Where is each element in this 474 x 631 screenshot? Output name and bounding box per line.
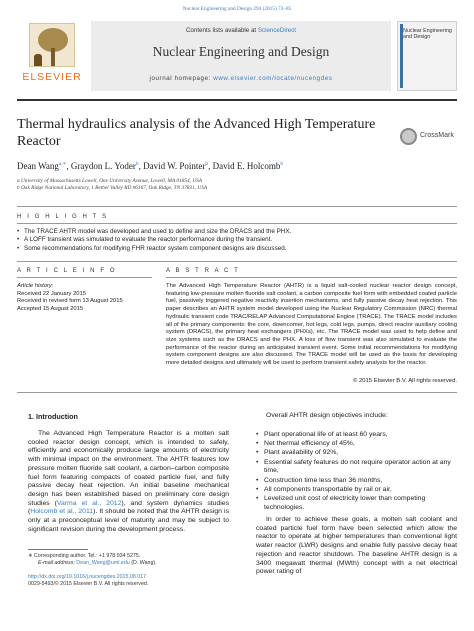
homepage-link[interactable]: www.elsevier.com/locate/nucengdes xyxy=(213,75,333,82)
section-divider xyxy=(17,223,457,224)
contents-line xyxy=(91,27,391,34)
abstract-text: The Advanced High Temperature Reactor (AHTR) is a liquid salt-cooled nuclear reactor design concept, featuring low-pressure molten fluoride salt coolant, a carbon composite fuel form with embedded coated particle fuel, passively triggered negative reactivity insertion mechanisms, and fully passive decay heat rejection. This paper describes an AHTR system model developed using the Nuclear Regulatory Commission (NRC) thermal hydraulic transient code TRAC/RELAP Advanced Computational Engine (TRACE). The TRACE model includes all of the primary components: the core, downcomer, hot legs, cold legs, pumps, direct reactor auxiliary cooling system (DRACS), the primary heat exchangers (PHXs), etc. The TRACE model was used to help define and size systems such as the DRACS and the PHX. A loss of flow transient was also simulated to evaluate the performance of the reactor during an anticipated transient event. Some initial recommendations for modifying system component designs are also discussed. The TRACE model will be used as the basis for developing more detailed designs and ultimately will be used to perform transient safety analysis for the reactor. xyxy=(166,283,457,367)
crossmark-label: CrossMark xyxy=(420,132,454,139)
homepage-prefix: journal homepage: xyxy=(149,75,214,82)
publisher-name: ELSEVIER xyxy=(22,71,82,83)
author-affiliation-mark[interactable]: b xyxy=(205,161,209,167)
introduction-paragraph-right: In order to achieve these goals, a molten salt coolant and coated particle fuel form have been selected which allow the reactor to operate at higher temperatures than conventional light water reactor (LWR) designs and enable fully passive decay heat rejection and reactor shutdown. The baseline AHTR design is a 3400 megawatt thermal (MWth) concept with a net electrical power rating of xyxy=(256,516,457,576)
objective-item: • Net thermal efficiency of 45%, xyxy=(256,440,457,449)
journal-cover-thumbnail[interactable] xyxy=(397,21,457,91)
objective-item: • Plant operational life of at least 60 years, xyxy=(256,431,457,440)
introduction-paragraph: The Advanced High Temperature Reactor is a molten salt cooled reactor design concept, which is intended to safely, efficiently and economically produce large amounts of electricity with minimal impact on the environment. The AHTR features low pressure molten fluoride salt coolant, a carbon–carbon composite fuel form featuring compacts of coated particle fuel, and fully passive decay heat rejection. An initial baseline mechanical design has been established based on preliminary core design studies (Varma et al., 2012), and system dynamics studies (Holcomb et al., 2011). It should be noted that the AHTR design is only at a preconceptual level of maturity and may be subject to significant revision during the development process. xyxy=(28,430,230,533)
masthead-center xyxy=(91,21,391,91)
abstract-copyright: © 2015 Elsevier B.V. All rights reserved. xyxy=(353,378,457,384)
objectives-list xyxy=(256,431,457,513)
crossmark-icon xyxy=(400,128,417,145)
footnote-divider xyxy=(28,549,88,550)
history-label: Article history: xyxy=(17,283,54,289)
masthead xyxy=(17,21,457,99)
article-history xyxy=(17,283,152,313)
highlights-list xyxy=(17,228,457,253)
objective-item: • Essential safety features do not require operator action at any time, xyxy=(256,459,457,476)
highlights-heading: H I G H L I G H T S xyxy=(17,214,109,220)
tree-icon xyxy=(29,23,75,67)
author-name[interactable]: , Graydon L. Yoder xyxy=(66,161,136,171)
corresponding-author: ∗ Corresponding author. Tel.: +1 978 934 5275. xyxy=(28,553,141,559)
section-divider xyxy=(17,206,457,207)
revised-date: Received in revised form 13 August 2015 xyxy=(17,298,123,305)
highlight-item: • Some recommendations for modifying FHR reactor system component designs are discussed. xyxy=(17,245,457,253)
author-affiliation-mark[interactable]: b xyxy=(135,161,139,167)
elsevier-tree-logo[interactable] xyxy=(17,23,87,91)
author-name[interactable]: Dean Wang xyxy=(17,161,59,171)
objective-item: • Levelized unit cost of electricity lower than competing technologies. xyxy=(256,495,457,512)
objective-item: • All components transportable by rail or air, xyxy=(256,486,457,495)
article-info-heading: A R T I C L E I N F O xyxy=(17,268,117,274)
accepted-date: Accepted 15 August 2015 xyxy=(17,305,84,312)
affiliation: a University of Massachusetts Lowell, One University Avenue, Lowell, MA 01854, USA xyxy=(17,178,203,184)
author-list xyxy=(17,161,457,171)
highlight-item: • The TRACE AHTR model was developed and used to define and size the DRACS and the PHX. xyxy=(17,228,457,236)
email-line: E-mail address: Dean_Wang@uml.edu (D. Wang). xyxy=(38,560,157,567)
doi-block xyxy=(28,574,229,589)
journal-name: Nuclear Engineering and Design xyxy=(152,44,330,59)
section-divider xyxy=(17,277,152,278)
cover-title: Nuclear Engineering and Design xyxy=(403,28,452,40)
journal-homepage xyxy=(91,75,391,82)
abstract-heading: A B S T R A C T xyxy=(166,268,240,274)
author-name[interactable]: , David E. Holcomb xyxy=(208,161,281,171)
author-affiliation-mark[interactable]: a,∗ xyxy=(58,161,67,167)
objective-item: • Construction time less than 36 months, xyxy=(256,477,457,486)
author-affiliation-mark[interactable]: b xyxy=(280,161,284,167)
citation-link[interactable]: Holcomb et al., 2011 xyxy=(30,508,94,516)
section-divider xyxy=(166,277,457,278)
footnote xyxy=(28,553,229,568)
email-link[interactable]: Dean_Wang@uml.edu xyxy=(76,560,130,567)
introduction-heading: 1. Introduction xyxy=(28,412,78,421)
citation-link[interactable]: Varma et al., 2012 xyxy=(56,499,122,507)
highlight-item: • A LOFF transient was simulated to evaluate the reactor performance during the transient. xyxy=(17,236,457,244)
journal-reference[interactable]: Nuclear Engineering and Design 294 (2015) 73–85 xyxy=(182,6,292,12)
section-divider xyxy=(17,392,457,393)
masthead-divider xyxy=(17,99,457,101)
sciencedirect-link[interactable]: ScienceDirect xyxy=(257,27,297,34)
objective-item: • Plant availability of 92%, xyxy=(256,449,457,458)
author-name[interactable]: , David W. Pointer xyxy=(138,161,206,171)
doi-link[interactable]: http://dx.doi.org/10.1016/j.nucengdes.2015.08.017 xyxy=(28,574,147,580)
crossmark-button[interactable] xyxy=(400,127,460,147)
received-date: Received 22 January 2015 xyxy=(17,290,86,297)
objectives-intro: Overall AHTR design objectives include: xyxy=(266,412,388,419)
issn-line: 0029-5493/© 2015 Elsevier B.V. All rights reserved. xyxy=(28,581,149,588)
section-divider xyxy=(17,261,457,262)
affiliation: b Oak Ridge National Laboratory, 1 Bethel Valley RD #6167, Oak Ridge, TN 37831, USA xyxy=(17,185,208,191)
contents-prefix: Contents lists available at xyxy=(185,27,258,34)
article-title: Thermal hydraulics analysis of the Advanced High Temperature Reactor xyxy=(17,117,376,149)
